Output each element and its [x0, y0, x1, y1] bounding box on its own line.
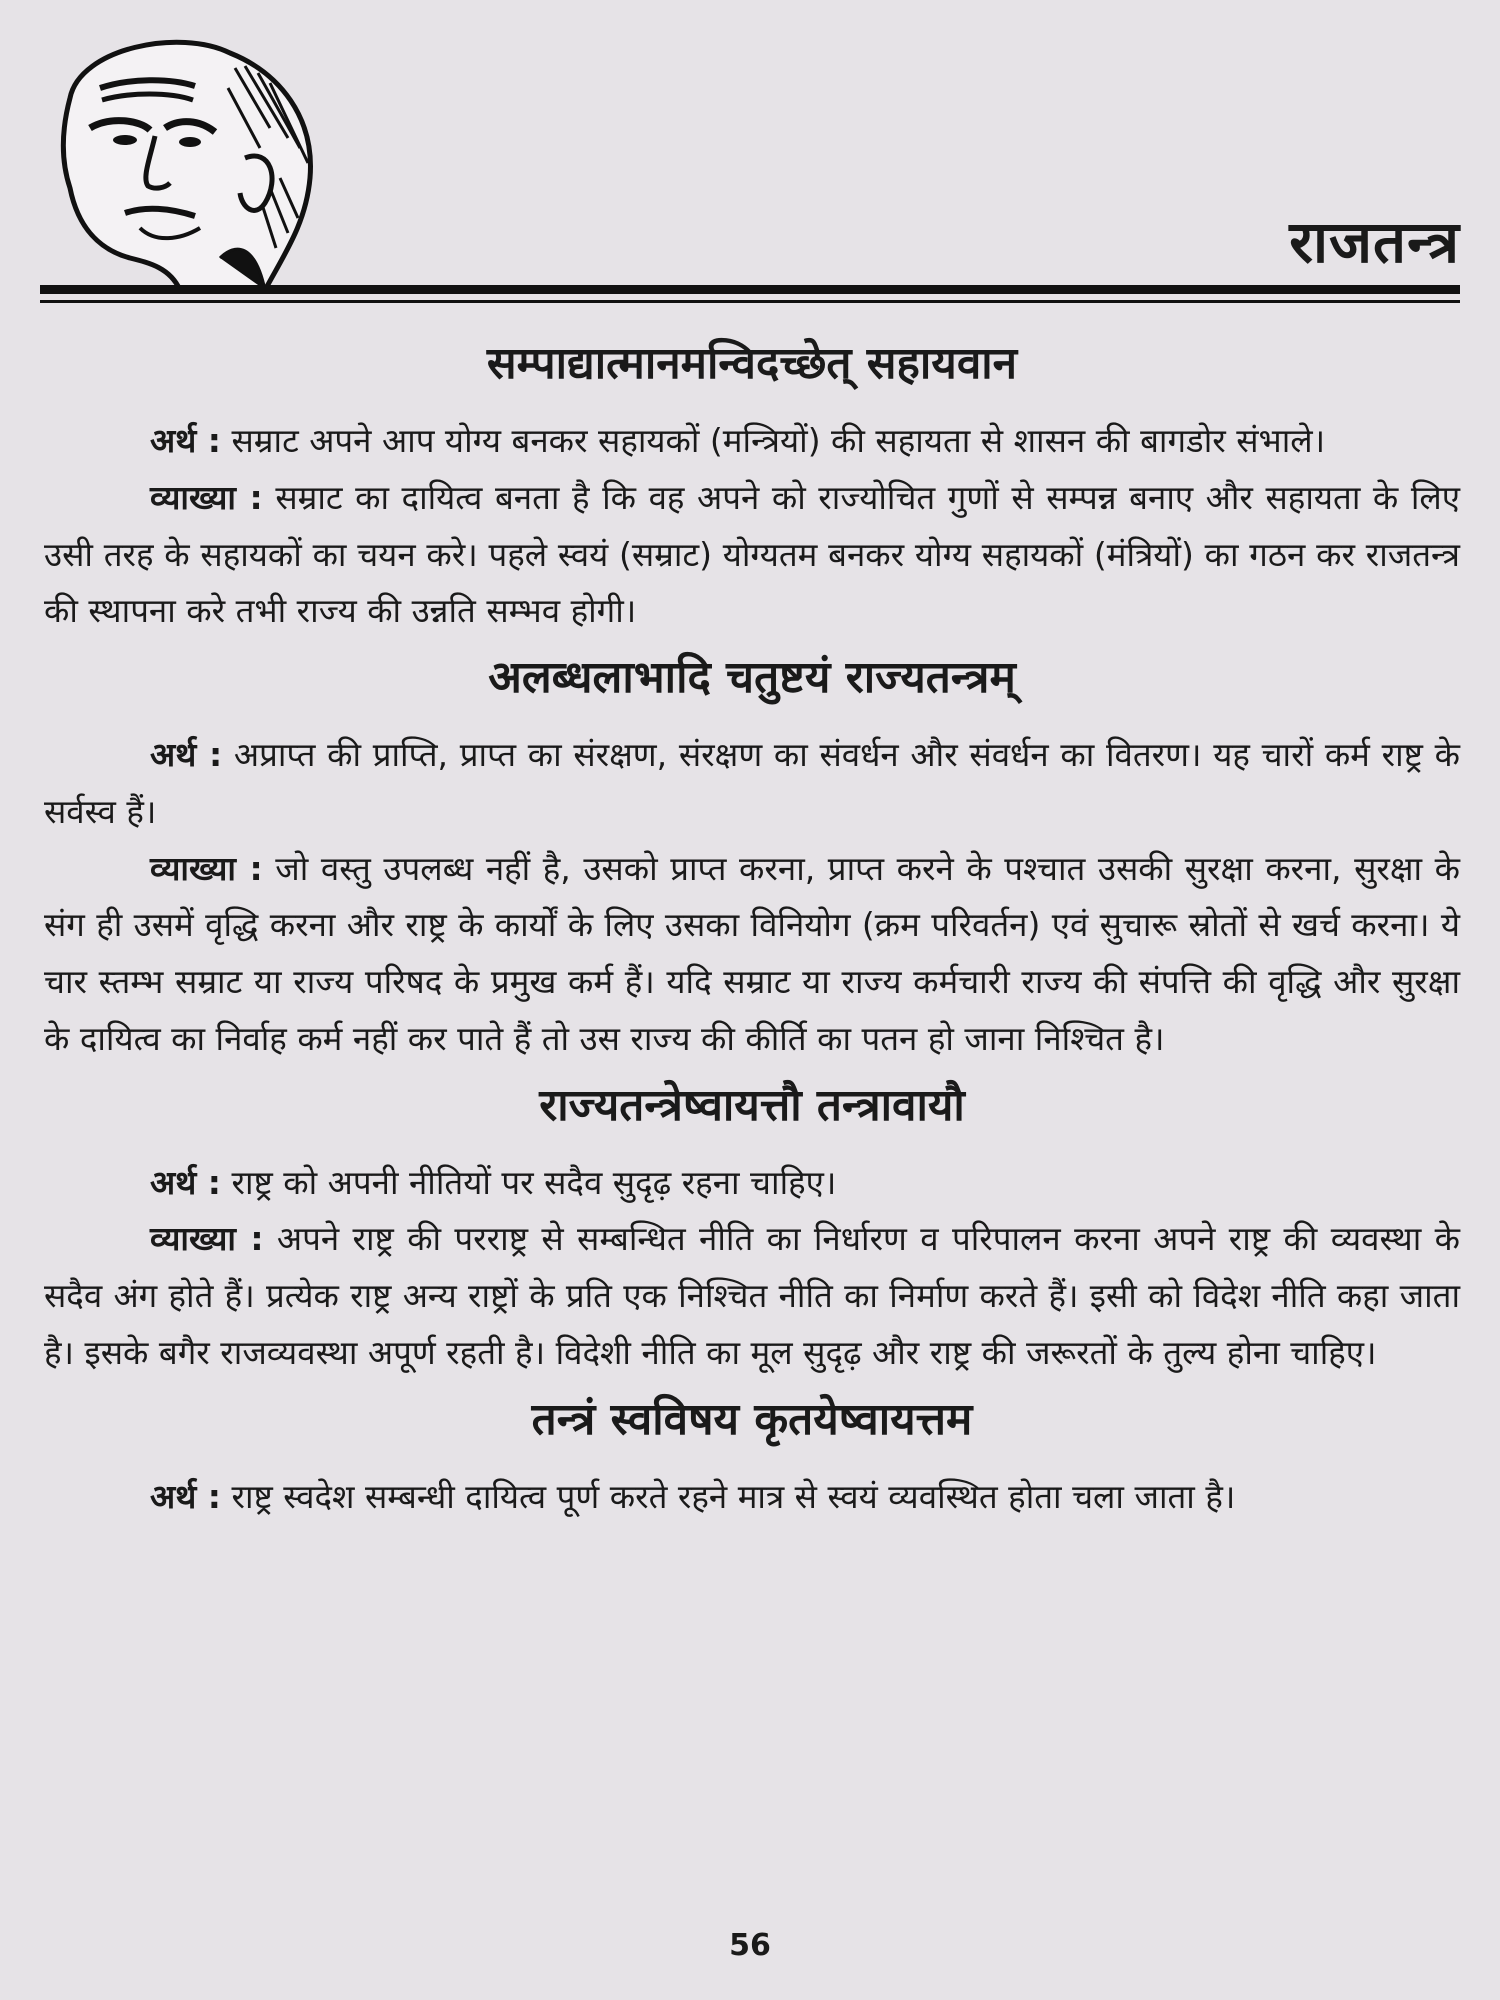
artha-paragraph — [44, 1155, 1460, 1212]
artha-paragraph — [44, 727, 1460, 841]
vyakhya-label: व्याख्या : — [150, 848, 263, 888]
vyakhya-label: व्याख्या : — [150, 1219, 264, 1259]
sutra-section-1 — [44, 336, 1460, 640]
vyakhya-label: व्याख्या : — [150, 477, 263, 517]
sutra-section-4 — [44, 1392, 1460, 1526]
vyakhya-text: अपने राष्ट्र की परराष्ट्र से सम्बन्धित नीति का निर्धारण व परिपालन करना अपने राष्ट्र की व्यवस्था के सदैव अंग होते हैं। प्रत्येक राष्ट्र अन्य राष्ट्रों के प्रति एक निश्चित नीति का निर्माण करते हैं। इसी को विदेश नीति कहा जाता है। इसके बगैर राजव्यवस्था अपूर्ण रहती है। विदेशी नीति का मूल सुदृढ़ और राष्ट्र की जरूरतों के तुल्य होना चाहिए। — [44, 1219, 1460, 1372]
sutra-heading: सम्पाद्यात्मानमन्विदच्छेत् सहायवान — [486, 338, 1018, 389]
page-content — [44, 330, 1460, 1535]
artha-label: अर्थ : — [150, 735, 223, 774]
chanakya-portrait-icon — [30, 28, 330, 290]
header-rule-thin — [40, 300, 1460, 303]
page-number: 56 — [729, 1928, 771, 1963]
vyakhya-text: सम्राट का दायित्व बनता है कि वह अपने को राज्योचित गुणों से सम्पन्न बनाए और सहायता के लिए उसी तरह के सहायकों का चयन करे। पहले स्वयं (सम्राट) योग्यतम बनकर योग्य सहायकों (मंत्रियों) का गठन कर राजतन्त्र की स्थापना करे तभी राज्य की उन्नति सम्भव होगी। — [44, 477, 1461, 631]
vyakhya-paragraph — [44, 841, 1460, 1068]
vyakhya-text: जो वस्तु उपलब्ध नहीं है, उसको प्राप्त करना, प्राप्त करने के पश्चात उसकी सुरक्षा करना, सुरक्षा के संग ही उसमें वृद्धि करना और राष्ट्र के कार्यों के लिए उसका विनियोग (क्रम परिवर्तन) एवं सुचारू स्रोतों से खर्च करना। ये चार स्तम्भ सम्राट या राज्य परिषद के प्रमुख कर्म हैं। यदि सम्राट या राज्य कर्मचारी राज्य की संपत्ति की वृद्धि और सुरक्षा के दायित्व का निर्वाह कर्म नहीं कर पाते हैं तो उस राज्य की कीर्ति का पतन हो जाना निश्चित है। — [44, 848, 1460, 1058]
artha-text: राष्ट्र स्वदेश सम्बन्धी दायित्व पूर्ण करते रहने मात्र से स्वयं व्यवस्थित होता चला जाता है। — [231, 1476, 1236, 1516]
artha-paragraph — [44, 1469, 1460, 1526]
sutra-section-2 — [44, 650, 1460, 1068]
sutra-heading: राज्यतन्त्रेष्वायत्तौ तन्त्रावायौ — [539, 1079, 965, 1131]
artha-text: राष्ट्र को अपनी नीतियों पर सदैव सुदृढ़ रहना चाहिए। — [231, 1162, 837, 1202]
artha-text: अप्राप्त की प्राप्ति, प्राप्त का संरक्षण, संरक्षण का संवर्धन और संवर्धन का वितरण। यह चारों कर्म राष्ट्र के सर्वस्व हैं। — [44, 735, 1460, 831]
artha-paragraph — [44, 413, 1460, 470]
chapter-title: राजतन्त्र — [1289, 208, 1460, 276]
artha-label: अर्थ : — [150, 1162, 221, 1202]
vyakhya-paragraph — [44, 470, 1460, 640]
artha-text: सम्राट अपने आप योग्य बनकर सहायकों (मन्त्रियों) की सहायता से शासन की बागडोर संभाले। — [231, 421, 1326, 460]
vyakhya-paragraph — [44, 1211, 1460, 1381]
artha-label: अर्थ : — [150, 1476, 221, 1516]
sutra-heading: अलब्धलाभादि चतुष्टयं राज्यतन्त्रम् — [488, 652, 1016, 703]
sutra-section-3 — [44, 1078, 1460, 1382]
sutra-heading: तन्त्रं स्वविषय कृतयेष्वायत्तम — [531, 1393, 973, 1445]
artha-label: अर्थ : — [150, 421, 221, 460]
header-rule-thick — [40, 285, 1460, 294]
